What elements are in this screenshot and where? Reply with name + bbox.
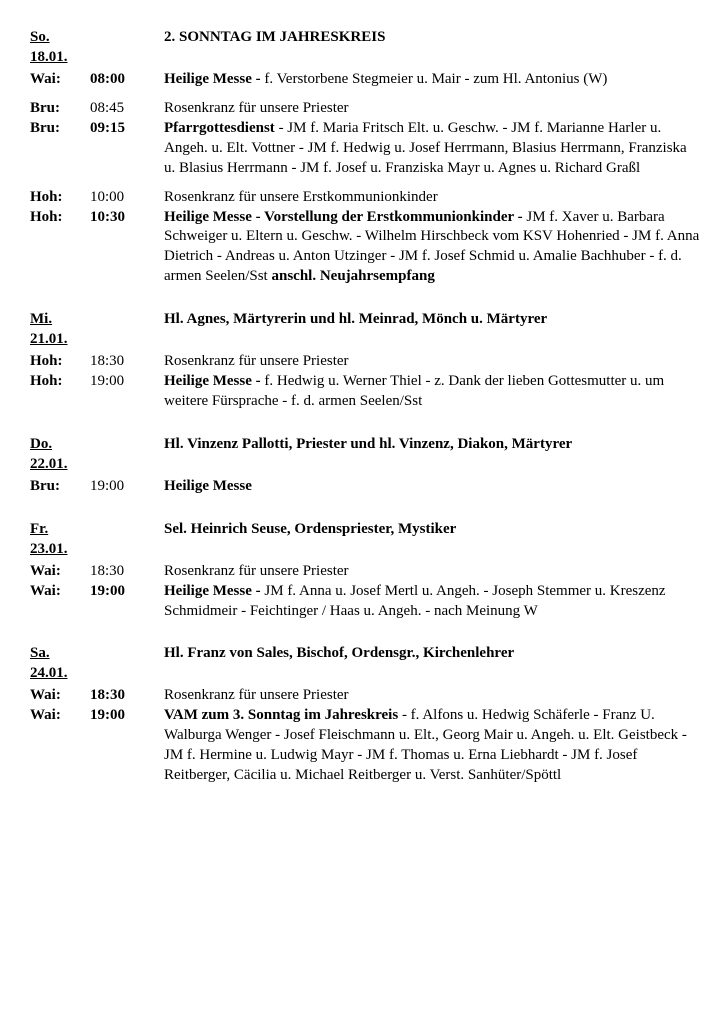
entry-location: Wai:	[30, 687, 61, 704]
block-spacer	[30, 293, 700, 310]
entry-description	[162, 208, 700, 288]
schedule-title: Sel. Heinrich Seuse, Ordenspriester, Mystiker	[164, 520, 457, 537]
entry-time: 19:00	[90, 707, 125, 724]
schedule-block-header	[30, 310, 700, 350]
entry-description-lead: Heilige Messe -	[164, 70, 261, 87]
entry-description-rest: Rosenkranz für unsere Priester	[164, 562, 349, 579]
schedule-title: Hl. Agnes, Märtyrerin und hl. Meinrad, Mönch u. Märtyrer	[164, 311, 548, 328]
entry-location: Hoh:	[30, 353, 63, 370]
entry-time: 18:30	[90, 353, 125, 370]
schedule-entry	[30, 706, 700, 786]
schedule-entry	[30, 582, 700, 622]
entry-description-rest: JM f. Anna u. Josef Mertl u. Angeh. - Joseph Stemmer u. Kreszenz Schmidmeir - Feichtinger / Haas u. Angeh. - nach Meinung W	[164, 582, 666, 619]
entry-time: 10:30	[90, 208, 125, 225]
schedule-date: Sa. 24.01.	[30, 645, 68, 682]
schedule-date: Fr. 23.01.	[30, 520, 68, 557]
entry-description	[162, 582, 700, 622]
entry-location: Hoh:	[30, 208, 63, 225]
entry-description	[162, 352, 700, 372]
entry-location: Wai:	[30, 582, 61, 599]
schedule-block	[30, 310, 700, 412]
schedule-entry	[30, 352, 700, 372]
entry-time: 10:00	[90, 188, 125, 205]
entry-description	[162, 477, 700, 497]
entry-location: Wai:	[30, 707, 61, 724]
schedule-entry	[30, 562, 700, 582]
entry-location: Hoh:	[30, 373, 63, 390]
entry-description-rest: f. Hedwig u. Werner Thiel - z. Dank der lieben Gottesmutter u. um weitere Fürsprache - f. d. armen Seelen/Sst	[164, 373, 665, 409]
schedule-block	[30, 435, 700, 497]
entry-description-rest: f. Verstorbene Stegmeier u. Mair - zum Hl. Antonius (W)	[260, 70, 608, 87]
schedule-block-header	[30, 435, 700, 475]
schedule-block-header	[30, 28, 700, 68]
block-spacer	[30, 418, 700, 435]
entry-description-lead: Heilige Messe - Vorstellung der Erstkommunionkinder -	[164, 208, 523, 225]
entry-location: Wai:	[30, 562, 61, 579]
entry-time: 19:00	[90, 373, 125, 390]
entry-description-rest: Rosenkranz für unsere Priester	[164, 687, 349, 704]
entry-description-rest: - JM f. Maria Fritsch Elt. u. Geschw. - JM f. Marianne Harler u. Angeh. u. Elt. Vottner - JM f. Hedwig u. Josef Herrmann, Blasius Herrmann, Franziska u. Blasius Herrmann - JM f. Josef u. Franziska Mayr u. Agnes u. Richard Graßl	[164, 119, 687, 176]
entry-description-tail: anschl. Neujahrsempfang	[271, 268, 435, 285]
schedule-date: Do. 22.01.	[30, 435, 68, 472]
schedule-block	[30, 644, 700, 786]
entry-description-rest: - f. Alfons u. Hedwig Schäferle - Franz U. Walburga Wenger - Josef Fleischmann u. Elt., Georg Mair u. Angeh. u. Elt. Geistbeck - JM f. Hermine u. Ludwig Mayr - JM f. Thomas u. Erna Liebhardt - JM f. Josef Reitberger, Cäcilia u. Michael Reitberger u. Verst. Sanhüter/Spöttl	[164, 707, 687, 784]
schedule-list	[30, 28, 700, 786]
schedule-title: 2. SONNTAG IM JAHRESKREIS	[164, 29, 386, 45]
entry-time: 09:15	[90, 119, 125, 136]
entry-description-lead: VAM zum 3. Sonntag im Jahreskreis	[164, 707, 399, 724]
schedule-block-header	[30, 520, 700, 560]
schedule-block	[30, 520, 700, 622]
entry-time: 19:00	[90, 582, 125, 599]
schedule-date: Mi. 21.01.	[30, 311, 68, 348]
entry-time: 08:00	[90, 70, 125, 87]
entry-location: Bru:	[30, 99, 60, 116]
schedule-title: Hl. Franz von Sales, Bischof, Ordensgr., Kirchenlehrer	[164, 645, 515, 662]
entry-time: 18:30	[90, 562, 125, 579]
block-spacer	[30, 627, 700, 644]
schedule-entry	[30, 119, 700, 179]
entry-description	[162, 70, 700, 90]
entry-description-lead: Pfarrgottesdienst	[164, 119, 275, 136]
schedule-entry	[30, 477, 700, 497]
schedule-entry	[30, 372, 700, 412]
entry-description	[162, 686, 700, 706]
entry-location: Bru:	[30, 477, 60, 494]
entry-description-lead: Heilige Messe -	[164, 582, 261, 599]
entry-description-rest: Rosenkranz für unsere Erstkommunionkinder	[164, 188, 438, 205]
schedule-entry	[30, 686, 700, 706]
entry-spacer	[30, 90, 700, 99]
schedule-entry	[30, 99, 700, 119]
schedule-block	[30, 28, 700, 287]
entry-description-lead: Heilige Messe	[164, 477, 252, 494]
entry-description	[162, 562, 700, 582]
entry-description-rest: Rosenkranz für unsere Priester	[164, 353, 349, 370]
schedule-entry	[30, 70, 700, 90]
entry-location: Bru:	[30, 119, 60, 136]
entry-time: 08:45	[90, 99, 125, 116]
entry-location: Hoh:	[30, 188, 63, 205]
entry-time: 18:30	[90, 687, 125, 704]
entry-spacer	[30, 179, 700, 188]
schedule-entry	[30, 208, 700, 288]
schedule-block-header	[30, 644, 700, 684]
entry-description	[162, 99, 700, 119]
entry-description-lead: Heilige Messe -	[164, 373, 261, 390]
entry-description	[162, 119, 700, 179]
schedule-title: Hl. Vinzenz Pallotti, Priester und hl. Vinzenz, Diakon, Märtyrer	[164, 435, 573, 452]
schedule-entry	[30, 188, 700, 208]
entry-time: 19:00	[90, 477, 125, 494]
block-spacer	[30, 503, 700, 520]
entry-description	[162, 372, 700, 412]
entry-description	[162, 706, 700, 786]
entry-location: Wai:	[30, 70, 61, 87]
schedule-date: So. 18.01.	[30, 29, 68, 65]
entry-description-rest: JM f. Xaver u. Barbara Schweiger u. Eltern u. Geschw. - Wilhelm Hirschbeck vom KSV Hohenried - JM f. Anna Dietrich - Andreas u. Anton Utzinger - JM f. Josef Schmid u. Amalie Bachhuber - f. d. armen Seelen/Sst	[164, 208, 700, 285]
entry-description	[162, 188, 700, 208]
entry-description-rest: Rosenkranz für unsere Priester	[164, 99, 349, 116]
